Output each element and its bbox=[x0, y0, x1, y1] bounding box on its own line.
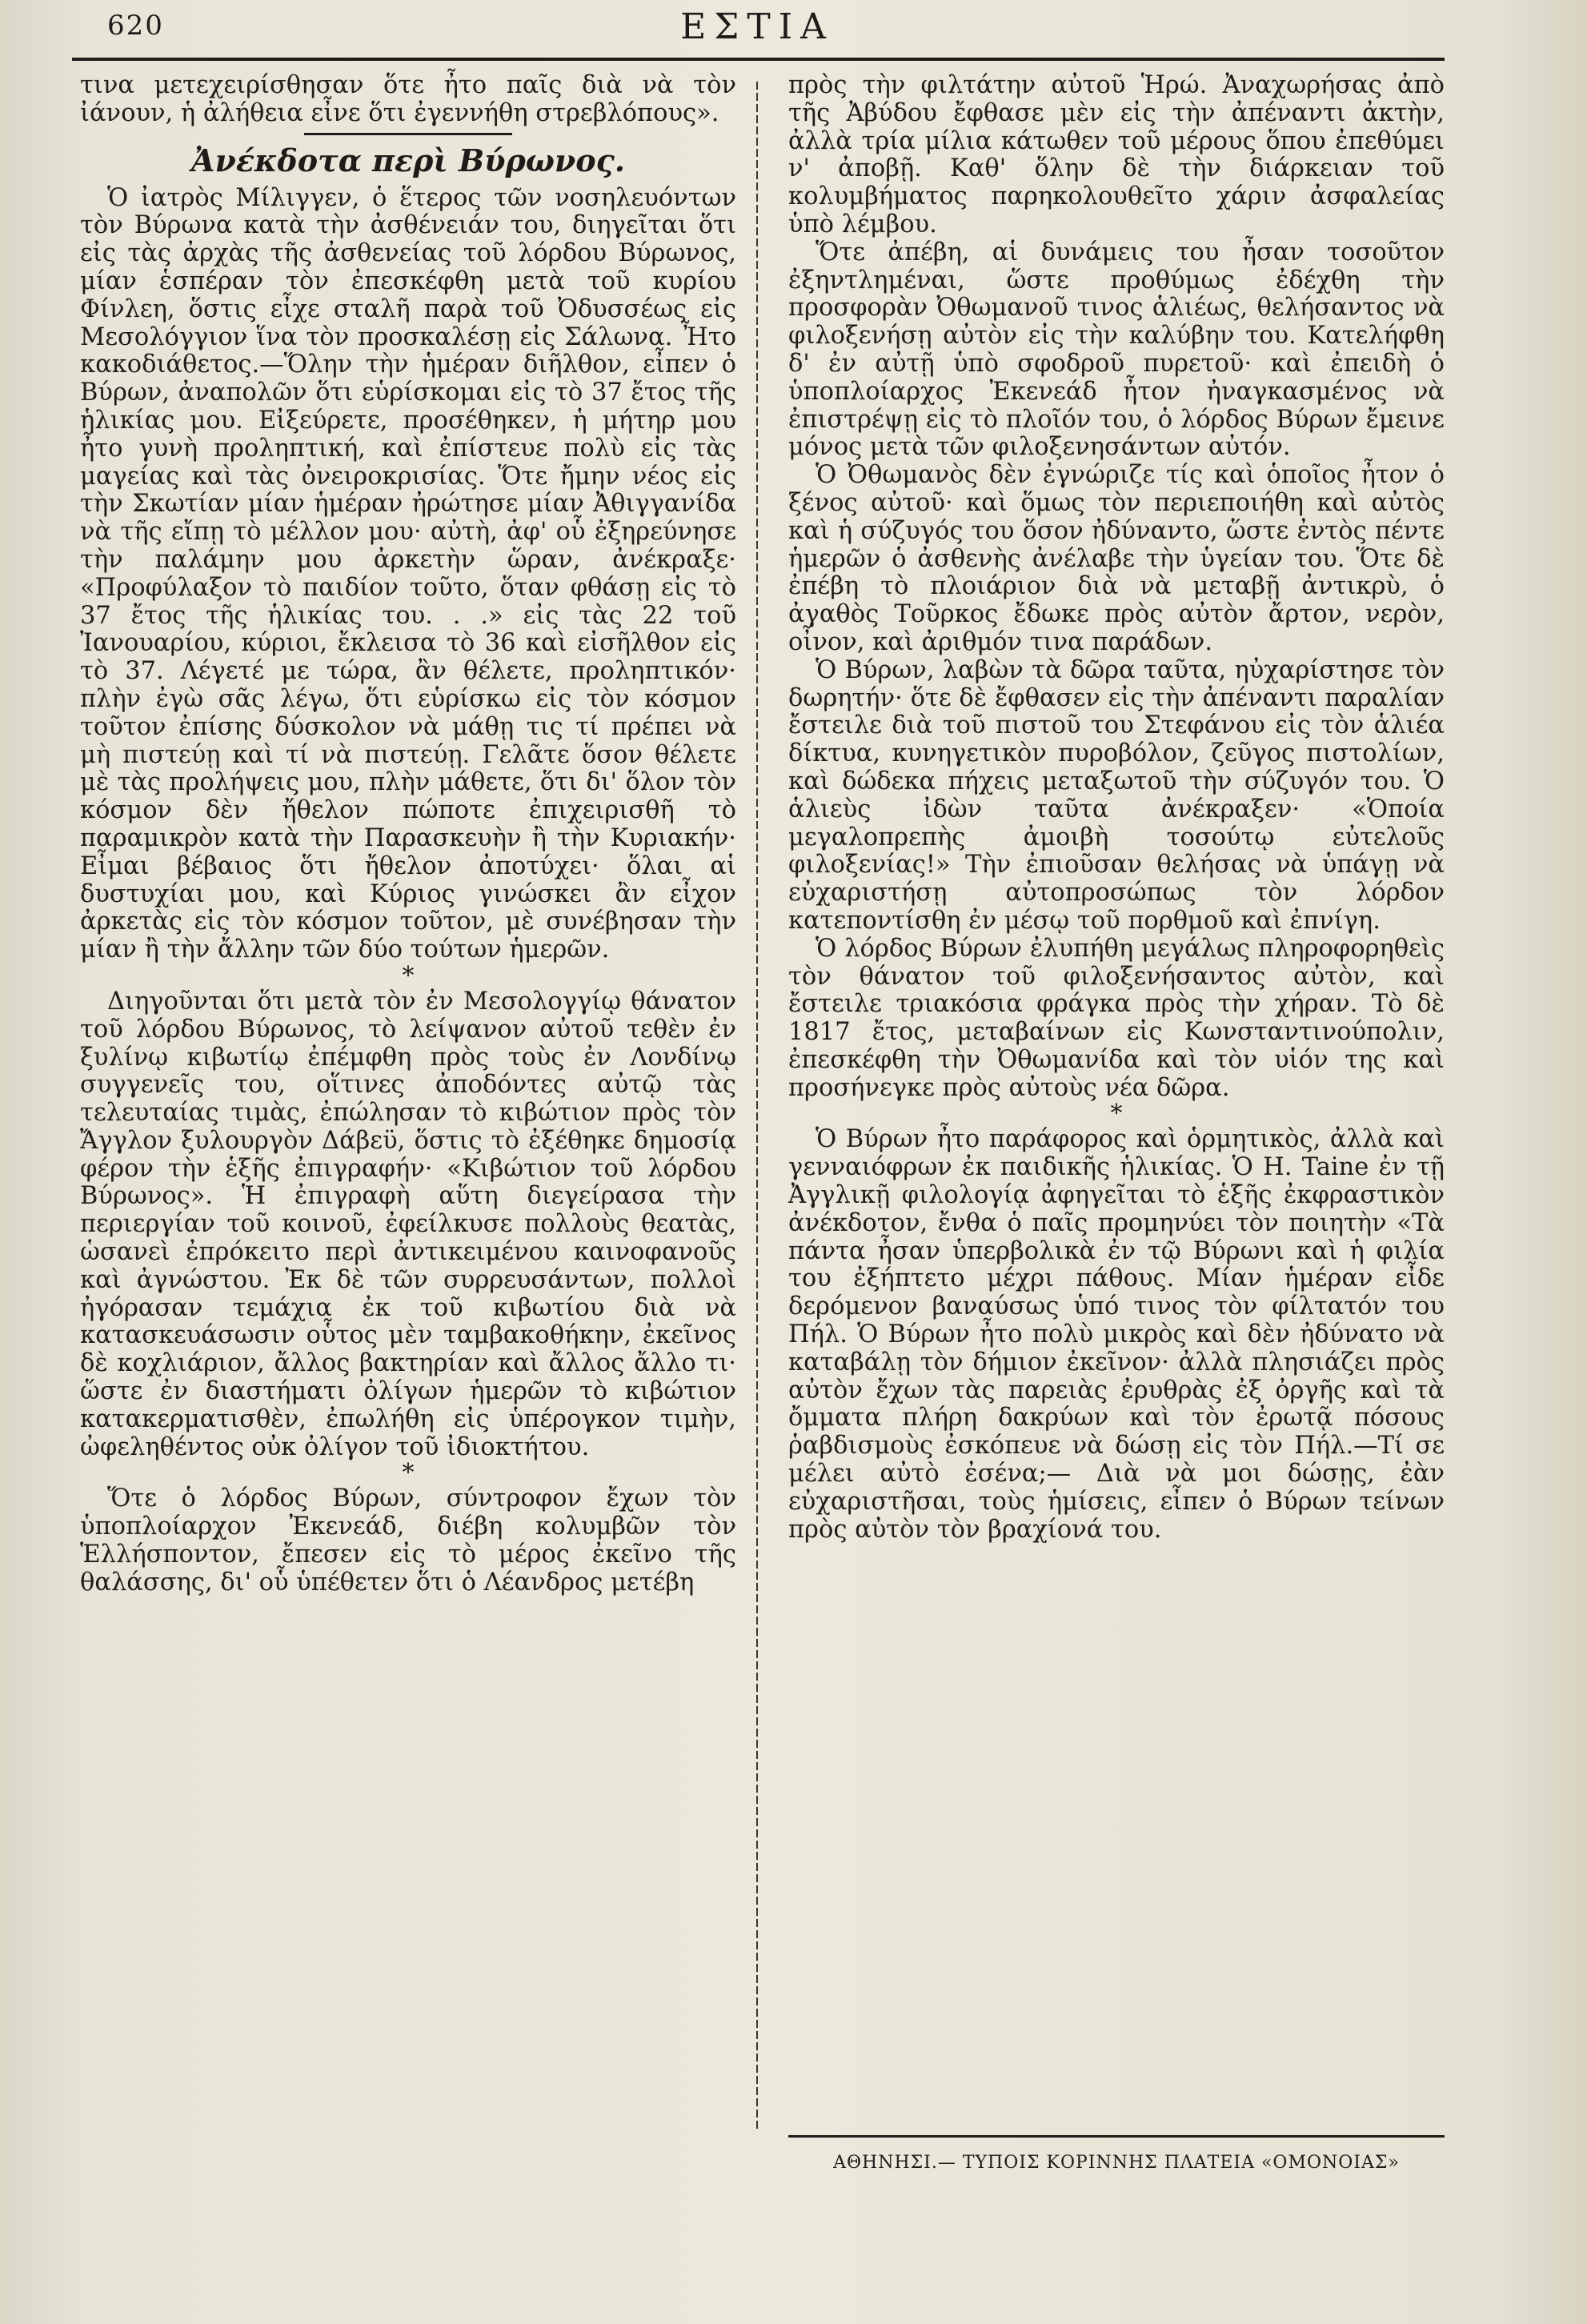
left-opening-text: τινα μετεχειρίσθησαν ὅτε ἦτο παῖς διὰ νὰ τὸν ἰάνουν, ἡ ἀλήθεια εἶνε ὅτι ἐγεννήθη στρεβλόπους». bbox=[80, 71, 736, 127]
footer-rule bbox=[788, 2135, 1445, 2138]
left-paragraph-2: Διηγοῦνται ὅτι μετὰ τὸν ἐν Μεσολογγίῳ θάνατον τοῦ λόρδου Βύρωνος, τὸ λείψανον αὐτοῦ τεθὲν ἐν ξυλίνῳ κιβωτίῳ ἐπέμφθη πρὸς τοὺς ἐν Λονδίνῳ συγγενεῖς του, οἵτινες ἀποδόντες αὐτῷ τὰς τελευταίας τιμὰς, ἐπώλησαν τὸ κιβώτιον πρὸς τὸν Ἄγγλον ξυλουργὸν Δάβεϋ, ὅστις τὸ ἐξέθηκε δημοσίᾳ φέρον τὴν ἑξῆς ἐπιγραφήν· «Κιβώτιον τοῦ λόρδου Βύρωνος». Ἡ ἐπιγραφὴ αὕτη διεγείρασα τὴν περιεργίαν τοῦ κοινοῦ, ἐφείλκυσε πολλοὺς θεατὰς, ὡσανεὶ ἐπρόκειτο περὶ ἀντικειμένου καινοφανοῦς καὶ ἀγνώστου. Ἐκ δὲ τῶν συρρευσάντων, πολλοὶ ἠγόρασαν τεμάχια ἐκ τοῦ κιβωτίου διὰ νὰ κατασκευάσωσιν οὗτος μὲν ταμβακοθήκην, ἐκεῖνος δὲ κοχλιάριον, ἄλλος βακτηρίαν καὶ ἄλλος ἄλλο τι· ὥστε ἐν διαστήματι ὀλίγων ἡμερῶν τὸ κιβώτιον κατακερματισθὲν, ἐπωλήθη εἰς ὑπέρογκον τιμὴν, ὠφεληθέντος οὐκ ὀλίγον τοῦ ἰδιοκτήτου. bbox=[80, 987, 736, 1461]
right-paragraph-6: Ὁ Βύρων ἦτο παράφορος καὶ ὁρμητικὸς, ἀλλὰ καὶ γενναιόφρων ἐκ παιδικῆς ἡλικίας. Ὁ Η. Taine ἐν τῇ Ἀγγλικῇ φιλολογίᾳ ἀφηγεῖται τὸ ἑξῆς ἐκφραστικὸν ἀνέκδοτον, ἔνθα ὁ παῖς προμηνύει τὸν ποιητὴν «Τὰ πάντα ἦσαν ὑπερβολικὰ ἐν τῷ Βύρωνι καὶ ἡ φιλία του ἐξήπτετο μέχρι πάθους. Μίαν ἡμέραν εἶδε δερόμενον βαναύσως ὑπό τινος τὸν φίλτατόν του Πήλ. Ὁ Βύρων ἦτο πολὺ μικρὸς καὶ δὲν ἠδύνατο νὰ καταβάλῃ τὸν δήμιον ἐκεῖνον· ἀλλὰ πλησιάζει πρὸς αὐτὸν ἔχων τὰς παρειὰς ἐρυθρὰς ἐξ ὀργῆς καὶ τὰ ὄμματα πλήρη δακρύων καὶ τὸν ἐρωτᾷ πόσους ῥαβδισμοὺς ἐσκόπευε νὰ δώσῃ εἰς τὸν Πήλ.—Τί σε μέλει αὐτὸ ἐσένα;— Διὰ νὰ μοι δώσῃς, ἐὰν εὐχαριστῆσαι, τοὺς ἡμίσεις, εἶπεν ὁ Βύρων τείνων πρὸς αὐτὸν τὸν βραχίονά του. bbox=[788, 1125, 1445, 1544]
page-header bbox=[77, 6, 1437, 54]
asterisk-separator: * bbox=[402, 1459, 415, 1488]
right-paragraph-3: Ὁ Ὀθωμανὸς δὲν ἐγνώριζε τίς καὶ ὁποῖος ἦτον ὁ ξένος αὐτοῦ· καὶ ὅμως τὸν περιεποιήθη καὶ αὐτὸς καὶ ἡ σύζυγός του ὅσον ἠδύναντο, ὥστε ἐντὸς πέντε ἡμερῶν ὁ ἀσθενὴς ἀνέλαβε τὴν ὑγείαν του. Ὅτε δὲ ἐπέβη τὸ πλοιάριον διὰ νὰ μεταβῇ ἀντικρὺ, ὁ ἀγαθὸς Τοῦρκος ἔδωκε πρὸς αὐτὸν ἄρτον, νερὸν, οἶνον, καὶ ἀριθμόν τινα παράδων. bbox=[788, 461, 1445, 656]
left-paragraph-3: Ὅτε ὁ λόρδος Βύρων, σύντροφον ἔχων τὸν ὑποπλοίαρχον Ἐκενεάδ, διέβη κολυμβῶν τὸν Ἑλλήσποντον, ἔπεσεν εἰς τὸ μέρος ἐκεῖνο τῆς θαλάσσης, δι' οὗ ὑπέθετεν ὅτι ὁ Λέανδρος μετέβη bbox=[80, 1485, 736, 1597]
article-heading: Ἀνέκδοτα περὶ Βύρωνος. bbox=[191, 142, 625, 178]
right-paragraph-5: Ὁ λόρδος Βύρων ἐλυπήθη μεγάλως πληροφορηθεὶς τὸν θάνατον τοῦ φιλοξενήσαντος αὐτὸν, καὶ ἔστειλε τριακόσια φράγκα πρὸς τὴν χήραν. Τὸ δὲ 1817 ἔτος, μεταβαίνων εἰς Κωνσταντινούπολιν, ἐπεσκέφθη τὴν Ὀθωμανίδα καὶ τὸν υἱόν της καὶ προσήνεγκε πρὸς αὐτοὺς νέα δῶρα. bbox=[788, 934, 1445, 1102]
page-number: 620 bbox=[107, 10, 164, 42]
masthead-title: ΕΣΤΙΑ bbox=[680, 6, 834, 47]
heading-rule bbox=[304, 133, 512, 135]
left-column bbox=[80, 72, 736, 1597]
left-paragraph-1: Ὁ ἰατρὸς Μίλιγγεν, ὁ ἕτερος τῶν νοσηλευόντων τὸν Βύρωνα κατὰ τὴν ἀσθένειάν του, διηγεῖται ὅτι εἰς τὰς ἀρχὰς τῆς ἀσθενείας τοῦ λόρδου Βύρωνος, μίαν ἑσπέραν τὸν ἐπεσκέφθη μετὰ τοῦ κυρίου Φίνλεη, ὅστις εἶχε σταλῆ παρὰ τοῦ Ὀδυσσέως εἰς Μεσολόγγιον ἵνα τὸν προσκαλέσῃ εἰς Σάλωνα. Ἦτο κακοδιάθετος.—Ὅλην τὴν ἡμέραν διῆλθον, εἶπεν ὁ Βύρων, ἀναπολῶν ὅτι εὑρίσκομαι εἰς τὸ 37 ἔτος τῆς ἡλικίας μου. Εἰξεύρετε, προσέθηκεν, ἡ μήτηρ μου ἦτο γυνὴ προληπτική, καὶ ἐπίστευε πολὺ εἰς τὰς μαγείας καὶ τὰς ὀνειροκρισίας. Ὅτε ἤμην νέος εἰς τὴν Σκωτίαν μίαν ἡμέραν ἠρώτησε μίαν Ἀθιγγανίδα νὰ τῆς εἴπῃ τὸ μέλλον μου· αὐτὴ, ἀφ' οὗ ἐξηρεύνησε τὴν παλάμην μου ἀρκετὴν ὥραν, ἀνέκραξε· «Προφύλαξον τὸ παιδίον τοῦτο, ὅταν φθάσῃ εἰς τὸ 37 ἔτος τῆς ἡλικίας του. . .» εἰς τὰς 22 τοῦ Ἰανουαρίου, κύριοι, ἔκλεισα τὸ 36 καὶ εἰσῆλθον εἰς τὸ 37. Λέγετέ με τώρα, ἂν θέλετε, προληπτικόν· πλὴν ἐγὼ σᾶς λέγω, ὅτι εὑρίσκω εἰς τὸν κόσμον τοῦτον ἐπίσης δύσκολον νὰ μάθῃ τις τί πρέπει νὰ μὴ πιστεύῃ καὶ τί νὰ πιστεύῃ. Γελᾶτε ὅσον θέλετε μὲ τὰς προλήψεις μου, πλὴν μάθετε, ὅτι δι' ὅλον τὸν κόσμον δὲν ἤθελον πώποτε ἐπιχειρισθῆ τὸ παραμικρὸν κατὰ τὴν Παρασκευὴν ἢ τὴν Κυριακήν· Εἶμαι βέβαιος ὅτι ἤθελον ἀποτύχει· ὅλαι αἱ δυστυχίαι μου, καὶ Κύριος γινώσκει ἂν εἶχον ἀρκετὰς εἰς τὸν κόσμον τοῦτον, μὲ συνέβησαν τὴν μίαν ἢ τὴν ἄλλην τῶν δύο τούτων ἡμερῶν. bbox=[80, 183, 736, 964]
column-divider bbox=[756, 82, 758, 2130]
header-rule bbox=[72, 58, 1445, 61]
asterisk-separator: * bbox=[1110, 1100, 1123, 1128]
right-paragraph-4: Ὁ Βύρων, λαβὼν τὰ δῶρα ταῦτα, ηὐχαρίστησε τὸν δωρητήν· ὅτε δὲ ἔφθασεν εἰς τὴν ἀπέναντι παραλίαν ἔστειλε διὰ τοῦ πιστοῦ του Στεφάνου εἰς τὸν ἁλιέα δίκτυα, κυνηγετικὸν πυροβόλον, ζεῦγος πιστολίων, καὶ δώδεκα πήχεις μεταξωτοῦ τὴν σύζυγόν του. Ὁ ἁλιεὺς ἰδὼν ταῦτα ἀνέκραξεν· «Ὁποία μεγαλοπρεπὴς ἀμοιβὴ τοσούτῳ εὐτελοῦς φιλοξενίας!» Τὴν ἐπιοῦσαν θελήσας νὰ ὑπάγῃ νὰ εὐχαριστήσῃ αὐτοπροσώπως τὸν λόρδον κατεποντίσθη ἐν μέσῳ τοῦ πορθμοῦ καὶ ἐπνίγη. bbox=[788, 655, 1445, 935]
right-paragraph-1: πρὸς τὴν φιλτάτην αὐτοῦ Ἡρώ. Ἀναχωρήσας ἀπὸ τῆς Ἀβύδου ἔφθασε μὲν εἰς τὴν ἀπέναντι ἀκτὴν, ἀλλὰ τρία μίλια κάτωθεν τοῦ μέρους ὅπου ἐπεθύμει ν' ἀποβῇ. Καθ' ὅλην δὲ τὴν διάρκειαν τοῦ κολυμβήματος παρηκολουθεῖτο χάριν ἀσφαλείας ὑπὸ λέμβου. bbox=[788, 71, 1445, 238]
right-paragraph-2: Ὅτε ἀπέβη, αἱ δυνάμεις του ἦσαν τοσοῦτον ἐξηντλημέναι, ὥστε προθύμως ἐδέχθη τὴν προσφορὰν Ὀθωμανοῦ τινος ἁλιέως, θελήσαντος νὰ φιλοξενήσῃ αὐτὸν εἰς τὴν καλύβην του. Κατελήφθη δ' ἐν αὐτῇ ὑπὸ σφοδροῦ πυρετοῦ· καὶ ἐπειδὴ ὁ ὑποπλοίαρχος Ἐκενεάδ ἦτον ἠναγκασμένος νὰ ἐπιστρέψῃ εἰς τὸ πλοῖόν του, ὁ λόρδος Βύρων ἔμεινε μόνος μετὰ τῶν φιλοξενησάντων αὐτόν. bbox=[788, 238, 1445, 462]
asterisk-separator: * bbox=[402, 961, 415, 990]
printer-imprint: ΑΘΗΝΗΣΙ.— ΤΥΠΟΙΣ ΚΟΡΙΝΝΗΣ ΠΛΑΤΕΙΑ «ΟΜΟΝΟΙΑΣ» bbox=[833, 2153, 1400, 2173]
right-column bbox=[788, 72, 1445, 1544]
